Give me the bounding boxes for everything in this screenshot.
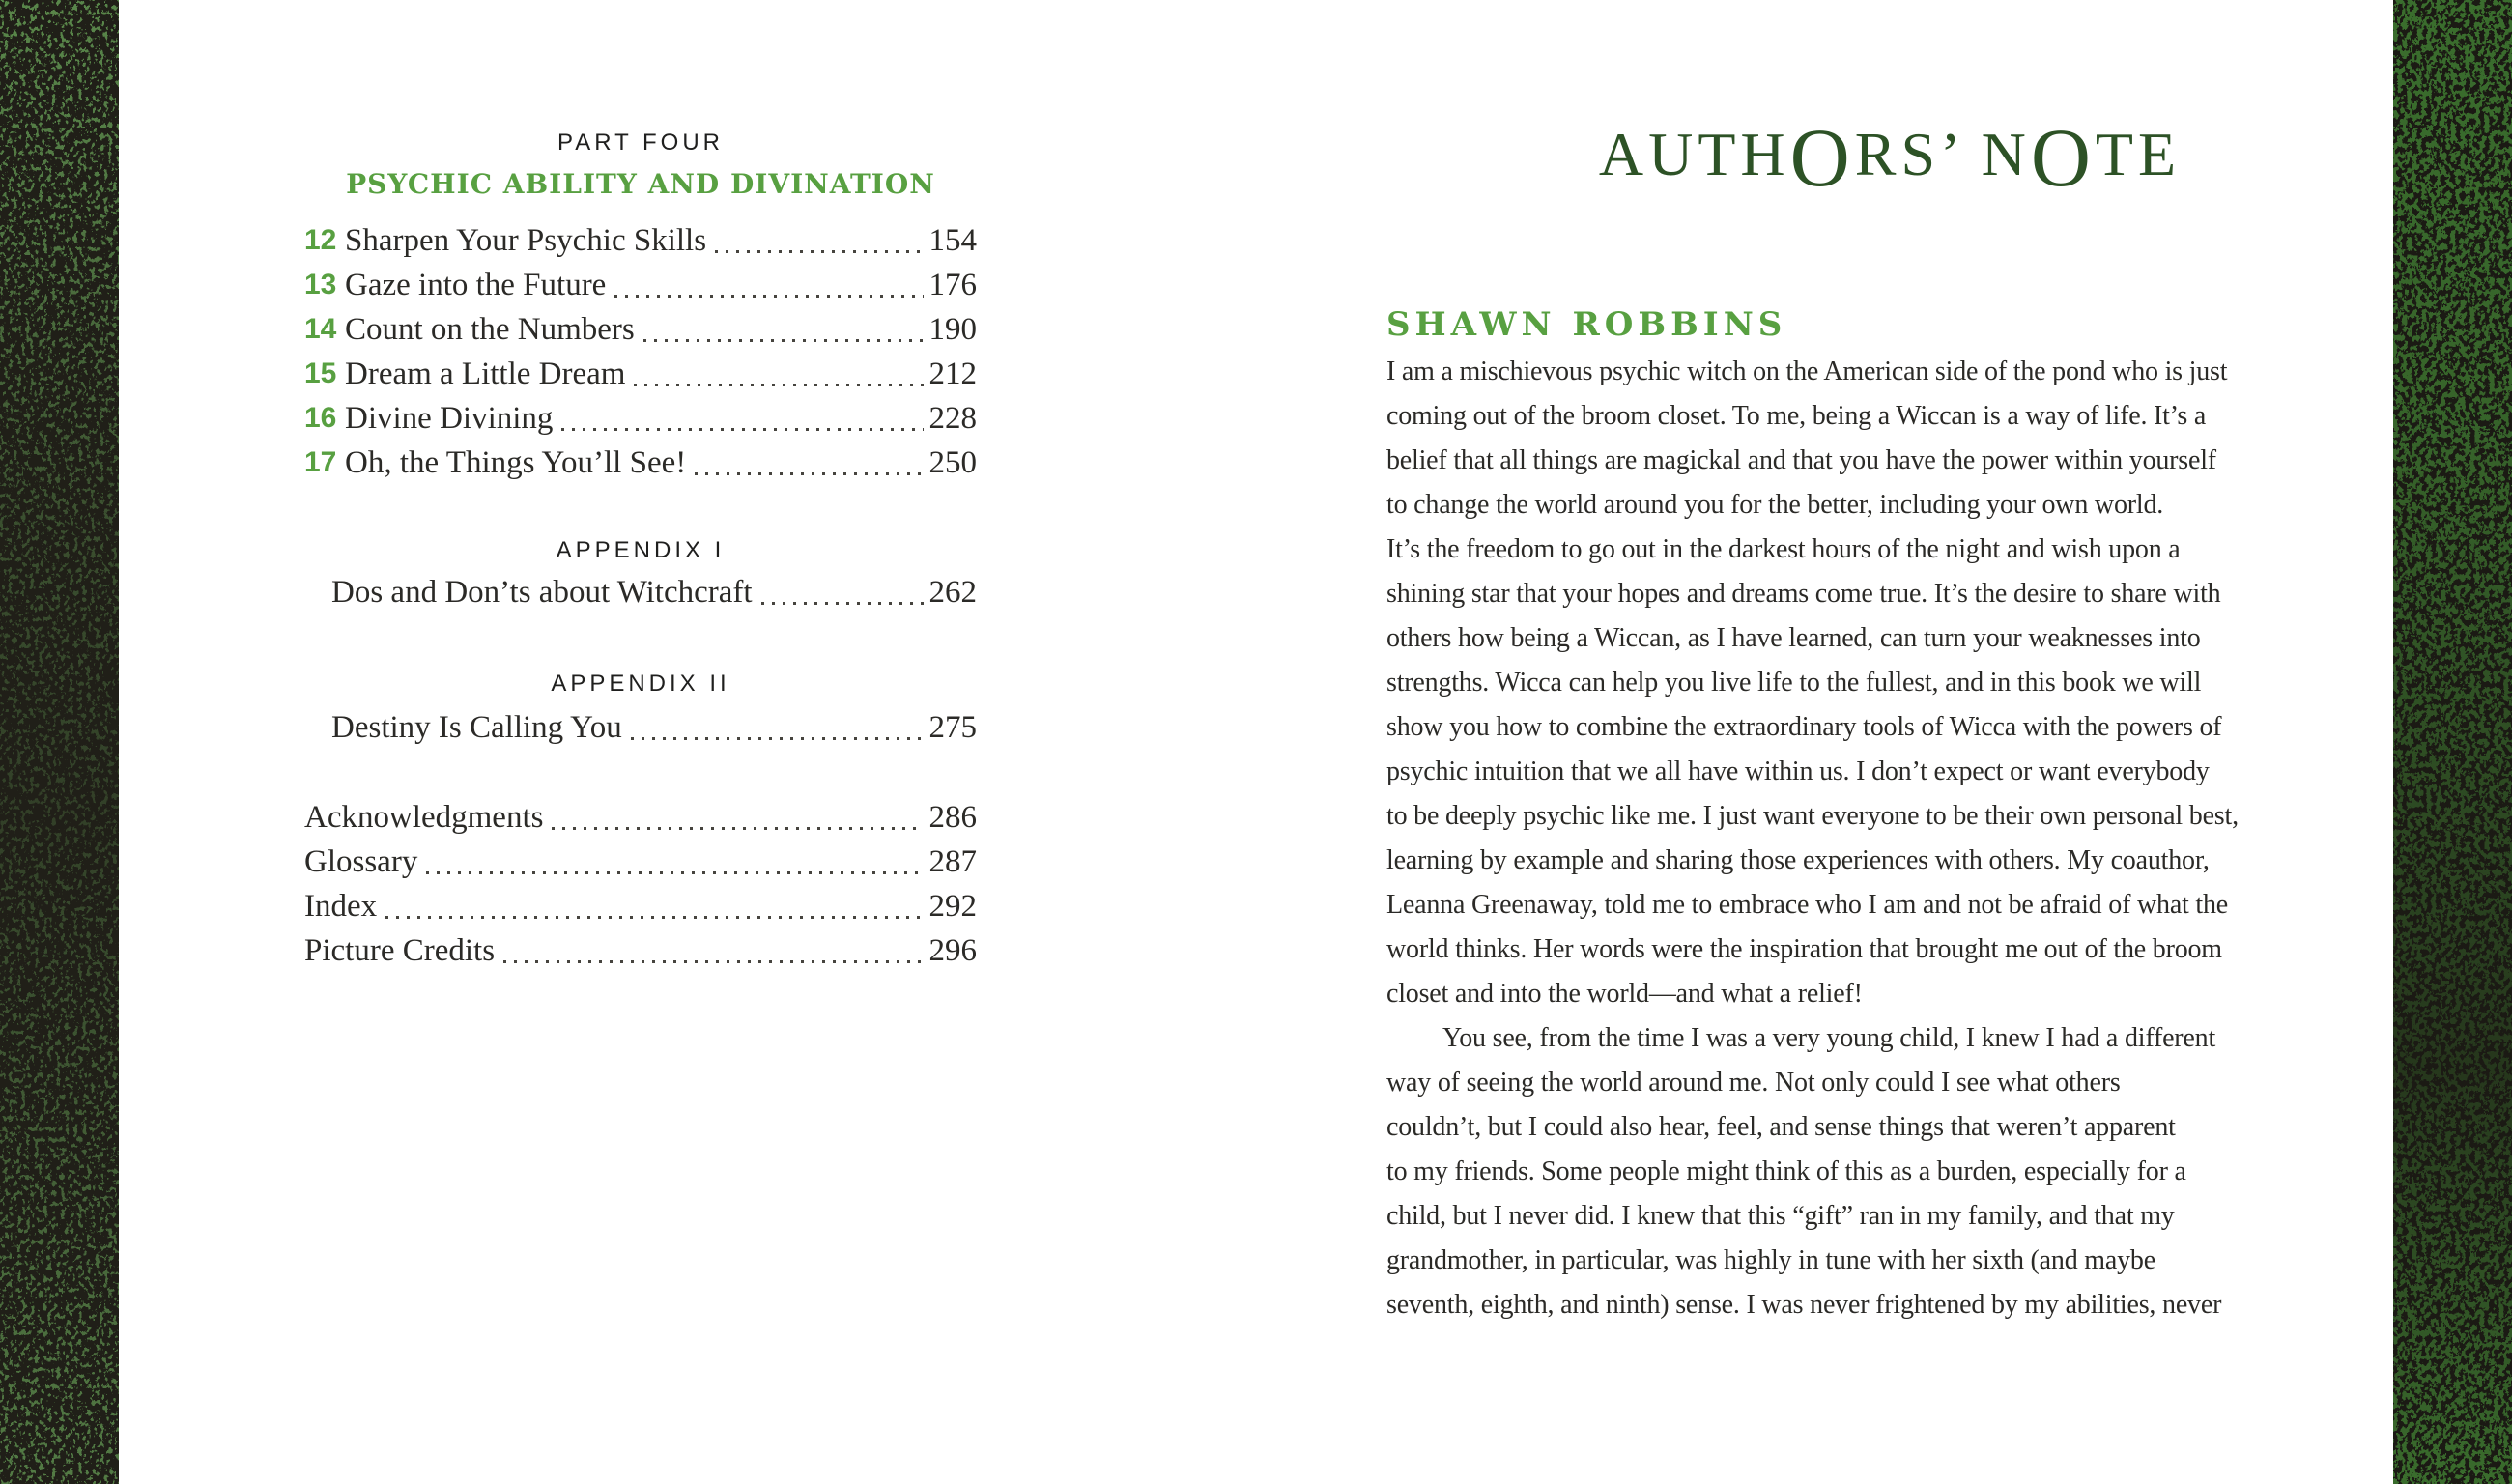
- text-line: to be deeply psychic like me. I just want everyone to be their own personal best,: [1386, 801, 2239, 831]
- chapter-number: 17: [304, 446, 337, 478]
- chapter-number: 12: [304, 224, 337, 256]
- toc-row: [304, 441, 977, 485]
- chapter-number: 14: [304, 313, 337, 345]
- dot-leader: [614, 263, 923, 307]
- part-title: PSYCHIC ABILITY AND DIVINATION: [346, 168, 935, 200]
- author-name-heading: SHAWN ROBBINS: [1386, 305, 1787, 344]
- entry-title: Glossary: [304, 844, 418, 879]
- toc-row: [304, 928, 977, 973]
- left-edge-grunge-texture: [0, 0, 119, 1484]
- text-line: show you how to combine the extraordinary tools of Wicca with the powers of: [1386, 712, 2222, 742]
- chapter-number: 15: [304, 357, 337, 389]
- text-line: others how being a Wiccan, as I have learned, can turn your weaknesses into: [1386, 623, 2201, 653]
- paragraph-2: [1386, 1016, 2393, 1327]
- text-line: to change the world around you for the better, including your own world.: [1386, 490, 2164, 520]
- page-title: AUTHORS’ NOTE: [1598, 111, 2182, 204]
- entry-title: Acknowledgments: [304, 800, 544, 835]
- text-line: world thinks. Her words were the inspiration that brought me out of the broom: [1386, 934, 2222, 964]
- entry-title: Picture Credits: [304, 933, 496, 968]
- right-edge-grunge-texture: [2393, 0, 2512, 1484]
- text-line: coming out of the broom closet. To me, being a Wiccan is a way of life. It’s a: [1386, 401, 2207, 431]
- page-number: 262: [928, 575, 977, 610]
- chapter-list: [304, 218, 977, 485]
- page-number: 228: [928, 401, 977, 436]
- decorative-o-glyph: O: [1789, 111, 1855, 204]
- entry-title: Index: [304, 889, 378, 924]
- entry-title: Dream a Little Dream: [345, 357, 626, 391]
- text-line: way of seeing the world around me. Not only could I see what others: [1386, 1068, 2121, 1098]
- text-line: It’s the freedom to go out in the darkest hours of the night and wish upon a: [1386, 534, 2181, 564]
- text-line: grandmother, in particular, was highly in tune with her sixth (and maybe: [1386, 1245, 2155, 1275]
- page-number: 292: [928, 889, 977, 924]
- text-line: Leanna Greenaway, told me to embrace who I am and not be afraid of what the: [1386, 890, 2229, 920]
- toc-row: [304, 307, 977, 352]
- toc-row-appendix-2: [304, 705, 977, 750]
- page-number: 296: [928, 933, 977, 968]
- dot-leader: [634, 352, 923, 396]
- entry-title: Gaze into the Future: [345, 268, 607, 302]
- toc-row: [304, 840, 977, 884]
- authors-note-page: [1386, 0, 2393, 1484]
- toc-row: [304, 795, 977, 840]
- appendix-1-label: APPENDIX I: [556, 537, 726, 563]
- toc-row: [304, 352, 977, 396]
- dot-leader: [426, 840, 923, 884]
- page-number: 287: [928, 844, 977, 879]
- paragraph-1: [1386, 350, 2393, 1016]
- dot-leader: [561, 396, 923, 441]
- text-line: couldn’t, but I could also hear, feel, and sense things that weren’t apparent: [1386, 1112, 2176, 1142]
- part-label: PART FOUR: [557, 129, 725, 156]
- dot-leader: [695, 441, 923, 485]
- note-body: [1386, 350, 2393, 1327]
- text-line: psychic intuition that we all have within us. I don’t expect or want everybody: [1386, 756, 2210, 786]
- entry-title: Destiny Is Calling You: [331, 710, 622, 745]
- page-number: 286: [928, 800, 977, 835]
- toc-row: [304, 218, 977, 263]
- decorative-o-glyph: O: [2030, 111, 2096, 204]
- page-number: 250: [928, 445, 977, 480]
- page-number: 275: [928, 710, 977, 745]
- entry-title: Divine Divining: [345, 401, 554, 436]
- chapter-number: 16: [304, 402, 337, 434]
- dot-leader: [643, 307, 924, 352]
- toc-row-appendix-1: [304, 570, 977, 614]
- chapter-number: 13: [304, 269, 337, 300]
- dot-leader: [761, 570, 924, 614]
- text-line: You see, from the time I was a very young child, I knew I had a different: [1442, 1023, 2216, 1053]
- dot-leader: [715, 218, 923, 263]
- entry-title: Count on the Numbers: [345, 312, 635, 347]
- entry-title: Sharpen Your Psychic Skills: [345, 223, 707, 258]
- text-line: shining star that your hopes and dreams come true. It’s the desire to share with: [1386, 579, 2221, 609]
- text-line: seventh, eighth, and ninth) sense. I was never frightened by my abilities, never: [1386, 1290, 2222, 1320]
- dot-leader: [385, 884, 923, 928]
- entry-title: Oh, the Things You’ll See!: [345, 445, 687, 480]
- text-line: closet and into the world—and what a relief!: [1386, 979, 1863, 1009]
- toc-row: [304, 884, 977, 928]
- backmatter-list: [304, 795, 977, 973]
- toc-row: [304, 396, 977, 441]
- page-number: 212: [928, 357, 977, 391]
- toc-row: [304, 263, 977, 307]
- table-of-contents-page: [304, 129, 977, 973]
- text-line: belief that all things are magickal and that you have the power within yourself: [1386, 445, 2216, 475]
- text-line: child, but I never did. I knew that this “gift” ran in my family, and that my: [1386, 1201, 2175, 1231]
- text-line: strengths. Wicca can help you live life to the fullest, and in this book we will: [1386, 668, 2202, 698]
- entry-title: Dos and Don’ts about Witchcraft: [331, 575, 753, 610]
- dot-leader: [631, 705, 924, 750]
- dot-leader: [552, 795, 923, 840]
- text-line: learning by example and sharing those experiences with others. My coauthor,: [1386, 845, 2210, 875]
- dot-leader: [503, 928, 923, 973]
- page-number: 190: [928, 312, 977, 347]
- text-line: I am a mischievous psychic witch on the American side of the pond who is just: [1386, 357, 2228, 386]
- text-line: to my friends. Some people might think of this as a burden, especially for a: [1386, 1156, 2186, 1186]
- appendix-2-label: APPENDIX II: [551, 671, 730, 697]
- page-number: 154: [928, 223, 977, 258]
- page-number: 176: [928, 268, 977, 302]
